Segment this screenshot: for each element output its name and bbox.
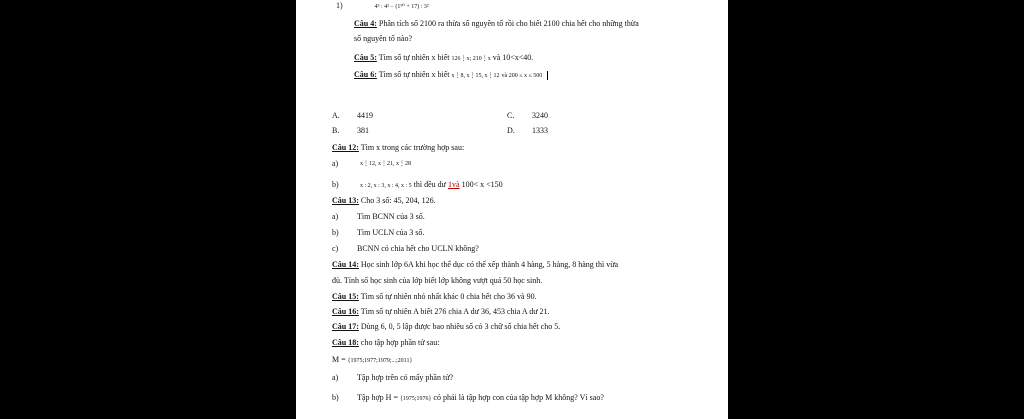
- cau16-line: [332, 307, 550, 317]
- cau5-line: [354, 53, 533, 64]
- choice-value: 4419: [357, 111, 373, 120]
- document-page: [296, 0, 728, 419]
- question-head: Câu 16:: [332, 307, 359, 316]
- cau13-item-b: [332, 228, 425, 238]
- item-text: Tìm BCNN của 3 số.: [357, 212, 425, 221]
- question-text: Tìm số tự nhiên nhỏ nhất khác 0 chia hết cho 36 và 90.: [360, 292, 537, 301]
- choice-b: [332, 126, 369, 136]
- cau14-line: [332, 260, 618, 270]
- question-text: Tìm số tự nhiên x biết: [378, 70, 450, 79]
- part-tail: có phải là tập hợp con của tập hợp M không? Vì sao?: [433, 393, 604, 402]
- exercise-1-line: [336, 1, 429, 12]
- item-label: c): [332, 244, 339, 253]
- question-formula: 126⋮x; 210⋮x: [451, 56, 491, 62]
- question-formula: x⋮8, x⋮15, x⋮12: [451, 73, 500, 79]
- cau15-line: [332, 292, 537, 302]
- set-elements: {1975;1977;1979;...;2011}: [347, 358, 413, 364]
- question-text: Dùng 6, 0, 5 lập được bao nhiêu số có 3 chữ số chia hết cho 5.: [360, 322, 561, 331]
- question-text: Cho 3 số: 45, 204, 126.: [360, 196, 436, 205]
- part-highlight: 1và: [448, 180, 460, 189]
- part-label: a): [332, 373, 339, 382]
- question-head: Câu 4:: [354, 19, 377, 28]
- question-head: Câu 13:: [332, 196, 359, 205]
- item-label: b): [332, 228, 339, 237]
- choice-c: [507, 111, 548, 121]
- question-text: Phân tích số 2100 ra thừa số nguyên tố rồi cho biết 2100 chia hết cho những thừa: [378, 19, 639, 28]
- part-text: thì đều dư: [413, 180, 447, 189]
- item-label: a): [332, 212, 339, 221]
- choice-letter: B.: [332, 126, 340, 135]
- choice-letter: D.: [507, 126, 515, 135]
- cau12-part-b: [332, 180, 503, 190]
- choice-d: [507, 126, 548, 136]
- item-text: BCNN có chia hết cho UCLN không?: [357, 244, 479, 253]
- question-head: Câu 18:: [332, 338, 359, 347]
- question-text: đủ. Tính số học sinh của lớp biết lớp không vượt quá 50 học sinh.: [332, 276, 543, 285]
- set-label: M =: [332, 355, 346, 364]
- question-text: Học sinh lớp 6A khi học thể dục có thể xếp thành 4 hàng, 5 hàng, 8 hàng thì vừa: [360, 260, 619, 269]
- choice-a: [332, 111, 373, 121]
- question-head: Câu 12:: [332, 143, 359, 152]
- question-text: cho tập hợp phần tử sau:: [360, 338, 440, 347]
- question-text: Tìm số tự nhiên A biết 276 chia A dư 36, 453 chia A dư 21.: [360, 307, 550, 316]
- choice-value: 1333: [532, 126, 548, 135]
- part-label: a): [332, 159, 339, 168]
- part-label: b): [332, 180, 339, 189]
- question-text: Tìm số tự nhiên x biết: [378, 53, 450, 62]
- cau17-line: [332, 322, 560, 332]
- choice-value: 3240: [532, 111, 548, 120]
- cau13-item-a: [332, 212, 425, 222]
- cau4-line-2: [354, 34, 412, 44]
- choice-value: 381: [357, 126, 369, 135]
- part-label: b): [332, 393, 339, 402]
- cau18-line: [332, 338, 439, 348]
- cau18-part-b: [332, 393, 604, 403]
- cau6-line: [354, 70, 548, 81]
- cau14-line-2: [332, 276, 542, 286]
- question-tail: và 200 ≤ x ≤ 500: [501, 73, 543, 79]
- cau13-line: [332, 196, 436, 206]
- exercise-expression: 4³ : 4² − (1⁹⁰ + 17) : 3²: [374, 4, 429, 10]
- set-m-line: [332, 355, 412, 366]
- cau4-line: [354, 19, 639, 29]
- question-head: Câu 14:: [332, 260, 359, 269]
- choice-letter: A.: [332, 111, 340, 120]
- part-formula: x⋮12, x⋮21, x⋮28: [360, 161, 411, 167]
- question-head: Câu 15:: [332, 292, 359, 301]
- part-formula: x : 2, x : 3, x : 4, x : 5: [360, 183, 412, 189]
- exercise-label: 1): [336, 1, 343, 10]
- question-head: Câu 5:: [354, 53, 377, 62]
- choice-letter: C.: [507, 111, 515, 120]
- text-cursor: [547, 71, 548, 80]
- set-elements: {1975;1976}: [399, 396, 432, 402]
- item-text: Tìm UCLN của 3 số.: [357, 228, 425, 237]
- part-tail: 100< x <150: [461, 180, 503, 189]
- cau12-line: [332, 143, 464, 153]
- cau12-part-a: [332, 159, 411, 169]
- cau13-item-c: [332, 244, 479, 254]
- question-head: Câu 6:: [354, 70, 377, 79]
- question-text: Tìm x trong các trường hợp sau:: [360, 143, 465, 152]
- question-tail: và 10<x<40.: [492, 53, 534, 62]
- cau18-part-a: [332, 373, 454, 383]
- part-text: Tập hợp H =: [357, 393, 398, 402]
- question-head: Câu 17:: [332, 322, 359, 331]
- question-text: số nguyên tố nào?: [354, 34, 412, 43]
- part-text: Tập hợp trên có mấy phần tử?: [357, 373, 454, 382]
